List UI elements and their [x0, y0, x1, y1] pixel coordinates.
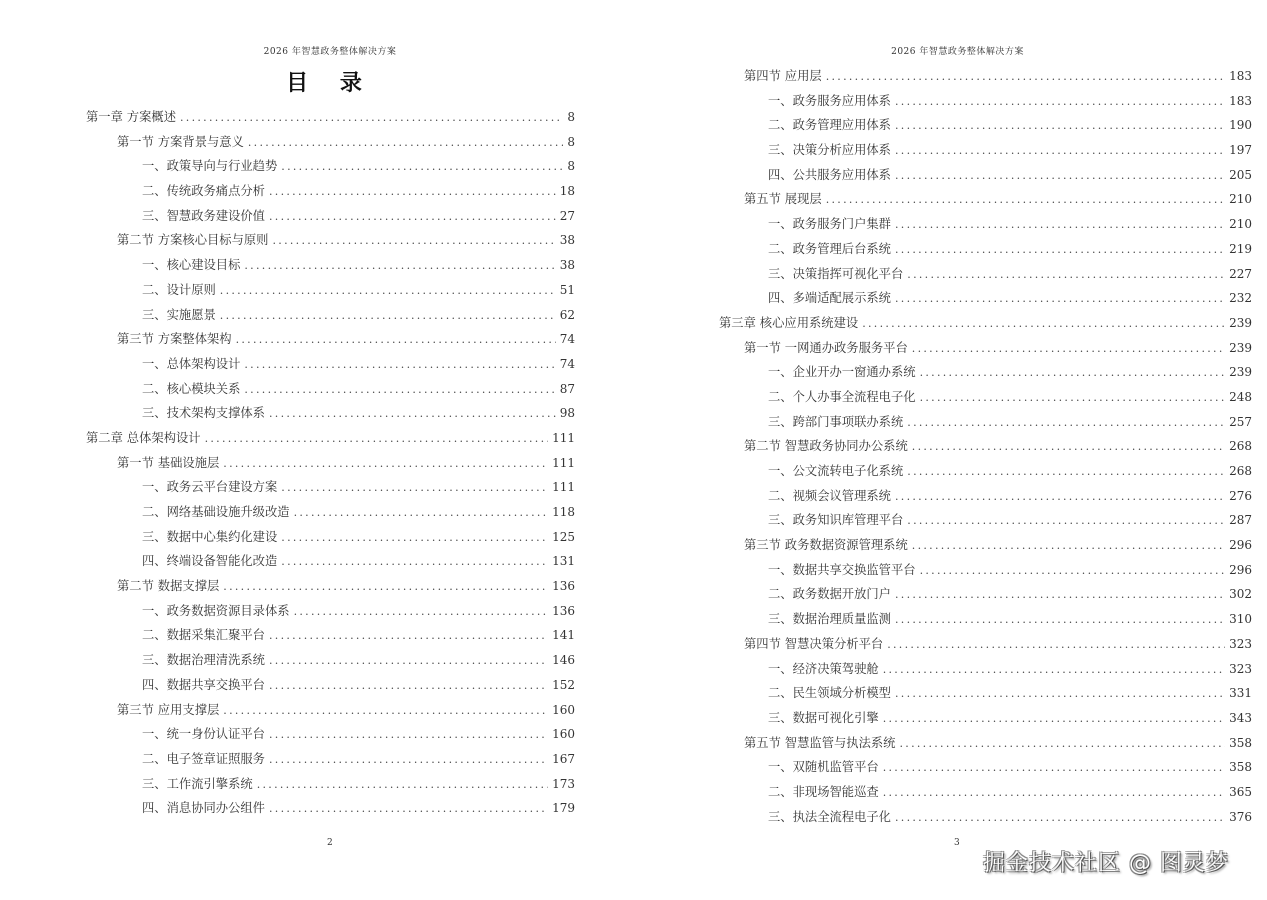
- toc-entry-label: 三、数据治理清洗系统: [142, 653, 265, 668]
- toc-entry-page-number: 111: [552, 455, 575, 470]
- toc-entry-page-number: 111: [552, 480, 575, 495]
- toc-subsection-entry[interactable]: [719, 163, 1252, 188]
- toc-subsection-entry[interactable]: [719, 582, 1252, 607]
- toc-section-entry[interactable]: [86, 574, 575, 599]
- toc-entry-page-number: 302: [1229, 587, 1252, 602]
- toc-entry-page-number: 376: [1229, 809, 1252, 824]
- dot-leader: [895, 806, 1225, 831]
- toc-entry-label: 二、传统政务痛点分析: [142, 184, 265, 199]
- toc-entry-label: 一、统一身份认证平台: [142, 727, 265, 742]
- toc-entry-label: 三、数据可视化引擎: [768, 710, 879, 725]
- dot-leader: [244, 254, 555, 279]
- dot-leader: [220, 304, 556, 329]
- toc-subsection-entry[interactable]: [719, 681, 1252, 706]
- toc-entry-page-number: 136: [552, 603, 575, 618]
- toc-entry-label: 二、电子签章证照服务: [142, 751, 265, 766]
- dot-leader: [281, 526, 548, 551]
- toc-subsection-entry[interactable]: [719, 410, 1252, 435]
- toc-section-entry[interactable]: [719, 533, 1252, 558]
- toc-entry-page-number: 183: [1229, 69, 1252, 83]
- toc-entry-label: 三、跨部门事项联办系统: [768, 414, 904, 429]
- toc-entry-label: 二、网络基础设施升级改造: [142, 505, 290, 519]
- toc-entry-page-number: 296: [1229, 562, 1252, 577]
- toc-entry-label: 第二章 总体架构设计: [86, 430, 201, 445]
- toc-entry-label: 一、数据共享交换监管平台: [768, 562, 916, 577]
- dot-leader: [862, 312, 1225, 337]
- toc-entry-label: 第一节 一网通办政务服务平台: [744, 340, 908, 355]
- toc-entry-label: 一、双随机监管平台: [768, 760, 879, 775]
- toc-entry-page-number: 310: [1229, 612, 1252, 627]
- toc-subsection-entry[interactable]: [86, 648, 575, 673]
- toc-entry-page-number: 131: [552, 554, 575, 569]
- toc-entry-page-number: 179: [552, 801, 575, 816]
- toc-entry-page-number: 160: [552, 702, 575, 717]
- toc-entry-label: 二、政务管理后台系统: [768, 241, 891, 256]
- toc-subsection-entry[interactable]: [719, 237, 1252, 262]
- toc-subsection-entry[interactable]: [719, 755, 1252, 780]
- toc-entry-page-number: 167: [552, 751, 575, 766]
- toc-subsection-entry[interactable]: [86, 401, 575, 426]
- toc-entry-page-number: 98: [559, 406, 575, 421]
- dot-leader: [294, 501, 549, 526]
- toc-subsection-entry[interactable]: [719, 212, 1252, 237]
- dot-leader: [248, 131, 563, 156]
- toc-subsection-entry[interactable]: [86, 204, 575, 229]
- toc-entry-label: 二、政务管理应用体系: [768, 118, 891, 133]
- toc-entry-page-number: 8: [567, 134, 575, 149]
- toc-subsection-entry[interactable]: [86, 722, 575, 747]
- dot-leader: [895, 583, 1225, 608]
- toc-subsection-entry[interactable]: [719, 558, 1252, 583]
- toc-entry-page-number: 257: [1229, 414, 1252, 429]
- dot-leader: [895, 238, 1225, 263]
- toc-subsection-entry[interactable]: [86, 352, 575, 377]
- toc-entry-page-number: 27: [559, 208, 575, 223]
- toc-entry-label: 第四节 智慧决策分析平台: [744, 636, 884, 651]
- toc-section-entry[interactable]: [86, 228, 575, 253]
- toc-section-entry[interactable]: [719, 434, 1252, 459]
- toc-subsection-entry[interactable]: [86, 673, 575, 698]
- toc-subsection-entry[interactable]: [86, 525, 575, 550]
- toc-entry-label: 一、政策导向与行业趋势: [142, 159, 278, 174]
- toc-subsection-entry[interactable]: [719, 385, 1252, 410]
- toc-entry-label: 三、执法全流程电子化: [768, 809, 891, 824]
- toc-subsection-entry[interactable]: [86, 278, 575, 303]
- toc-entry-label: 二、设计原则: [142, 282, 216, 297]
- toc-entry-label: 第四节 应用层: [744, 69, 822, 83]
- dot-leader: [236, 328, 556, 353]
- toc-entry-page-number: 323: [1229, 636, 1252, 651]
- toc-subsection-entry[interactable]: [86, 599, 575, 624]
- toc-entry-label: 四、终端设备智能化改造: [142, 554, 278, 569]
- dot-leader: [883, 707, 1225, 732]
- toc-entry-label: 第三节 应用支撑层: [117, 702, 220, 717]
- toc-entry-label: 四、消息协同办公组件: [142, 801, 265, 816]
- toc-entry-label: 三、数据中心集约化建设: [142, 529, 278, 544]
- toc-entry-label: 二、个人办事全流程电子化: [768, 389, 916, 404]
- toc-subsection-entry[interactable]: [86, 303, 575, 328]
- toc-section-entry[interactable]: [719, 64, 1252, 89]
- toc-subsection-entry[interactable]: [719, 805, 1252, 830]
- toc-subsection-entry[interactable]: [86, 253, 575, 278]
- dot-leader: [269, 723, 548, 748]
- dot-leader: [223, 452, 548, 477]
- dot-leader: [895, 287, 1225, 312]
- toc-entry-page-number: 323: [1229, 661, 1252, 676]
- dot-leader: [883, 658, 1225, 683]
- toc-entry-label: 三、工作流引擎系统: [142, 776, 253, 791]
- dot-leader: [244, 378, 555, 403]
- dot-leader: [826, 188, 1225, 213]
- running-header: 2026 年智慧政务整体解决方案: [263, 47, 397, 57]
- toc-entry-page-number: 239: [1229, 315, 1252, 330]
- toc-entry-label: 第三章 核心应用系统建设: [719, 315, 859, 330]
- toc-subsection-entry[interactable]: [719, 286, 1252, 311]
- dot-leader: [883, 781, 1225, 806]
- toc-subsection-entry[interactable]: [86, 796, 575, 821]
- toc-entry-page-number: 74: [559, 356, 575, 371]
- toc-entry-label: 第二节 数据支撑层: [117, 579, 220, 594]
- toc-section-entry[interactable]: [86, 698, 575, 723]
- toc-entry-page-number: 197: [1229, 143, 1252, 158]
- dot-leader: [269, 797, 548, 822]
- toc-entry-label: 一、政务数据资源目录体系: [142, 603, 290, 618]
- toc-entry-page-number: 111: [552, 430, 575, 445]
- toc-entry-page-number: 219: [1229, 241, 1252, 256]
- toc-section-entry[interactable]: [719, 336, 1252, 361]
- dot-leader: [269, 624, 548, 649]
- toc-entry-page-number: 358: [1229, 735, 1252, 750]
- toc-entry-label: 三、政务知识库管理平台: [768, 513, 904, 528]
- toc-entry-page-number: 87: [559, 381, 575, 396]
- toc-entry-page-number: 146: [552, 653, 575, 668]
- dot-leader: [272, 229, 555, 254]
- toc-entry-page-number: 227: [1229, 266, 1252, 281]
- toc-subsection-entry[interactable]: [719, 657, 1252, 682]
- toc-chapter-entry[interactable]: [719, 311, 1252, 336]
- toc-section-entry[interactable]: [719, 187, 1252, 212]
- toc-subsection-entry[interactable]: [719, 262, 1252, 287]
- toc-section-entry[interactable]: [86, 327, 575, 352]
- toc-entry-label: 一、政务服务应用体系: [768, 93, 891, 108]
- toc-entry-page-number: 358: [1229, 760, 1252, 775]
- toc-subsection-entry[interactable]: [86, 475, 575, 500]
- toc-entry-page-number: 287: [1229, 513, 1252, 528]
- dot-leader: [220, 279, 556, 304]
- toc-subsection-entry[interactable]: [86, 179, 575, 204]
- toc-section-entry[interactable]: [86, 451, 575, 476]
- dot-leader: [920, 361, 1226, 386]
- dot-leader: [269, 205, 556, 230]
- dot-leader: [223, 699, 548, 724]
- dot-leader: [907, 509, 1225, 534]
- dot-leader: [257, 773, 548, 798]
- dot-leader: [294, 600, 549, 625]
- toc-entry-page-number: 239: [1229, 365, 1252, 380]
- toc-entry-page-number: 141: [552, 628, 575, 643]
- toc-subsection-entry[interactable]: [719, 508, 1252, 533]
- toc-entry-page-number: 268: [1229, 439, 1252, 454]
- toc-list: [86, 105, 575, 821]
- dot-leader: [281, 155, 563, 180]
- toc-entry-label: 四、公共服务应用体系: [768, 167, 891, 182]
- toc-entry-label: 二、数据采集汇聚平台: [142, 628, 265, 643]
- toc-subsection-entry[interactable]: [86, 772, 575, 797]
- toc-entry-page-number: 248: [1229, 389, 1252, 404]
- dot-leader: [912, 435, 1225, 460]
- toc-entry-label: 第三节 政务数据资源管理系统: [744, 538, 908, 553]
- dot-leader: [205, 427, 549, 452]
- dot-leader: [907, 411, 1225, 436]
- dot-leader: [180, 106, 563, 131]
- toc-entry-label: 一、经济决策驾驶舱: [768, 661, 879, 676]
- toc-subsection-entry[interactable]: [719, 607, 1252, 632]
- toc-entry-label: 三、决策分析应用体系: [768, 143, 891, 158]
- toc-title: 目 录: [286, 70, 374, 96]
- toc-chapter-entry[interactable]: [86, 105, 575, 130]
- dot-leader: [895, 114, 1225, 139]
- dot-leader: [244, 353, 555, 378]
- toc-subsection-entry[interactable]: [719, 459, 1252, 484]
- dot-leader: [269, 402, 556, 427]
- toc-subsection-entry[interactable]: [86, 623, 575, 648]
- dot-leader: [920, 559, 1226, 584]
- toc-entry-page-number: 38: [559, 258, 575, 273]
- dot-leader: [895, 164, 1225, 189]
- dot-leader: [920, 386, 1226, 411]
- toc-entry-label: 第一节 方案背景与意义: [117, 134, 244, 149]
- toc-subsection-entry[interactable]: [719, 138, 1252, 163]
- dot-leader: [281, 476, 548, 501]
- dot-leader: [895, 90, 1225, 115]
- toc-entry-page-number: 8: [567, 110, 575, 124]
- toc-entry-label: 三、数据治理质量监测: [768, 612, 891, 627]
- toc-entry-page-number: 74: [559, 332, 575, 347]
- toc-entry-page-number: 210: [1229, 217, 1252, 232]
- toc-entry-label: 一、核心建设目标: [142, 258, 241, 273]
- toc-entry-page-number: 331: [1229, 686, 1252, 701]
- toc-entry-label: 二、政务数据开放门户: [768, 587, 891, 602]
- toc-entry-page-number: 210: [1229, 192, 1252, 207]
- toc-entry-page-number: 136: [552, 579, 575, 594]
- dot-leader: [907, 460, 1225, 485]
- toc-entry-page-number: 125: [552, 529, 575, 544]
- toc-entry-page-number: 232: [1229, 291, 1252, 306]
- toc-entry-label: 第三节 方案整体架构: [117, 332, 232, 347]
- toc-subsection-entry[interactable]: [719, 484, 1252, 509]
- toc-entry-label: 二、视频会议管理系统: [768, 488, 891, 503]
- dot-leader: [269, 180, 556, 205]
- toc-section-entry[interactable]: [719, 731, 1252, 756]
- dot-leader: [895, 608, 1225, 633]
- toc-entry-label: 第五节 智慧监管与执法系统: [744, 735, 896, 750]
- toc-entry-label: 第二节 方案核心目标与原则: [117, 233, 269, 248]
- toc-entry-label: 二、非现场智能巡查: [768, 784, 879, 799]
- toc-entry-page-number: 205: [1229, 167, 1252, 182]
- toc-entry-page-number: 51: [559, 282, 575, 297]
- dot-leader: [895, 485, 1225, 510]
- toc-subsection-entry[interactable]: [86, 500, 575, 525]
- toc-entry-label: 一、政务服务门户集群: [768, 217, 891, 232]
- dot-leader: [269, 649, 548, 674]
- toc-entry-label: 三、实施愿景: [142, 307, 216, 322]
- toc-entry-page-number: 276: [1229, 488, 1252, 503]
- toc-entry-page-number: 18: [559, 184, 575, 199]
- toc-entry-page-number: 173: [552, 776, 575, 791]
- dot-leader: [899, 732, 1225, 757]
- dot-leader: [887, 633, 1225, 658]
- dot-leader: [281, 550, 548, 575]
- dot-leader: [895, 213, 1225, 238]
- toc-list: [719, 64, 1252, 829]
- toc-subsection-entry[interactable]: [719, 780, 1252, 805]
- toc-entry-page-number: 118: [552, 505, 575, 519]
- toc-entry-label: 二、核心模块关系: [142, 381, 241, 396]
- toc-chapter-entry[interactable]: [86, 426, 575, 451]
- toc-subsection-entry[interactable]: [719, 706, 1252, 731]
- toc-entry-label: 四、数据共享交换平台: [142, 677, 265, 692]
- toc-entry-page-number: 8: [567, 159, 575, 174]
- toc-subsection-entry[interactable]: [719, 360, 1252, 385]
- toc-subsection-entry[interactable]: [86, 747, 575, 772]
- watermark: 掘金技术社区 @ 图灵梦: [983, 851, 1229, 876]
- toc-entry-label: 一、公文流转电子化系统: [768, 464, 904, 478]
- toc-subsection-entry[interactable]: [719, 113, 1252, 138]
- toc-entry-label: 一、企业开办一窗通办系统: [768, 365, 916, 380]
- toc-entry-label: 第二节 智慧政务协同办公系统: [744, 439, 908, 454]
- toc-entry-label: 一、政务云平台建设方案: [142, 480, 278, 495]
- right-page: [640, 0, 1267, 900]
- toc-entry-label: 一、总体架构设计: [142, 356, 241, 371]
- toc-entry-page-number: 343: [1229, 710, 1252, 725]
- toc-entry-page-number: 38: [559, 233, 575, 248]
- toc-entry-label: 三、决策指挥可视化平台: [768, 266, 904, 281]
- page-number: 2: [327, 838, 333, 848]
- dot-leader: [895, 682, 1225, 707]
- toc-entry-page-number: 365: [1229, 784, 1252, 799]
- dot-leader: [269, 674, 548, 699]
- toc-subsection-entry[interactable]: [86, 154, 575, 179]
- dot-leader: [269, 748, 548, 773]
- toc-entry-label: 第五节 展现层: [744, 192, 822, 207]
- toc-entry-label: 四、多端适配展示系统: [768, 291, 891, 306]
- toc-entry-label: 三、技术架构支撑体系: [142, 406, 265, 421]
- page-number: 3: [954, 838, 960, 848]
- toc-entry-page-number: 268: [1229, 464, 1252, 478]
- toc-subsection-entry[interactable]: [719, 89, 1252, 114]
- toc-entry-page-number: 239: [1229, 340, 1252, 355]
- toc-subsection-entry[interactable]: [86, 377, 575, 402]
- toc-subsection-entry[interactable]: [86, 549, 575, 574]
- dot-leader: [912, 337, 1225, 362]
- toc-entry-page-number: 62: [559, 307, 575, 322]
- dot-leader: [883, 756, 1225, 781]
- dot-leader: [912, 534, 1225, 559]
- toc-entry-page-number: 183: [1229, 93, 1252, 108]
- dot-leader: [907, 263, 1225, 288]
- dot-leader: [223, 575, 548, 600]
- toc-section-entry[interactable]: [86, 130, 575, 155]
- toc-entry-page-number: 296: [1229, 538, 1252, 553]
- dot-leader: [895, 139, 1225, 164]
- dot-leader: [826, 65, 1225, 90]
- toc-entry-page-number: 152: [552, 677, 575, 692]
- running-header: 2026 年智慧政务整体解决方案: [891, 47, 1024, 57]
- toc-entry-label: 三、智慧政务建设价值: [142, 208, 265, 223]
- toc-entry-label: 第一节 基础设施层: [117, 455, 220, 470]
- toc-entry-label: 第一章 方案概述: [86, 110, 176, 124]
- toc-entry-page-number: 190: [1229, 118, 1252, 133]
- toc-entry-page-number: 160: [552, 727, 575, 742]
- toc-entry-label: 二、民生领域分析模型: [768, 686, 891, 701]
- toc-section-entry[interactable]: [719, 632, 1252, 657]
